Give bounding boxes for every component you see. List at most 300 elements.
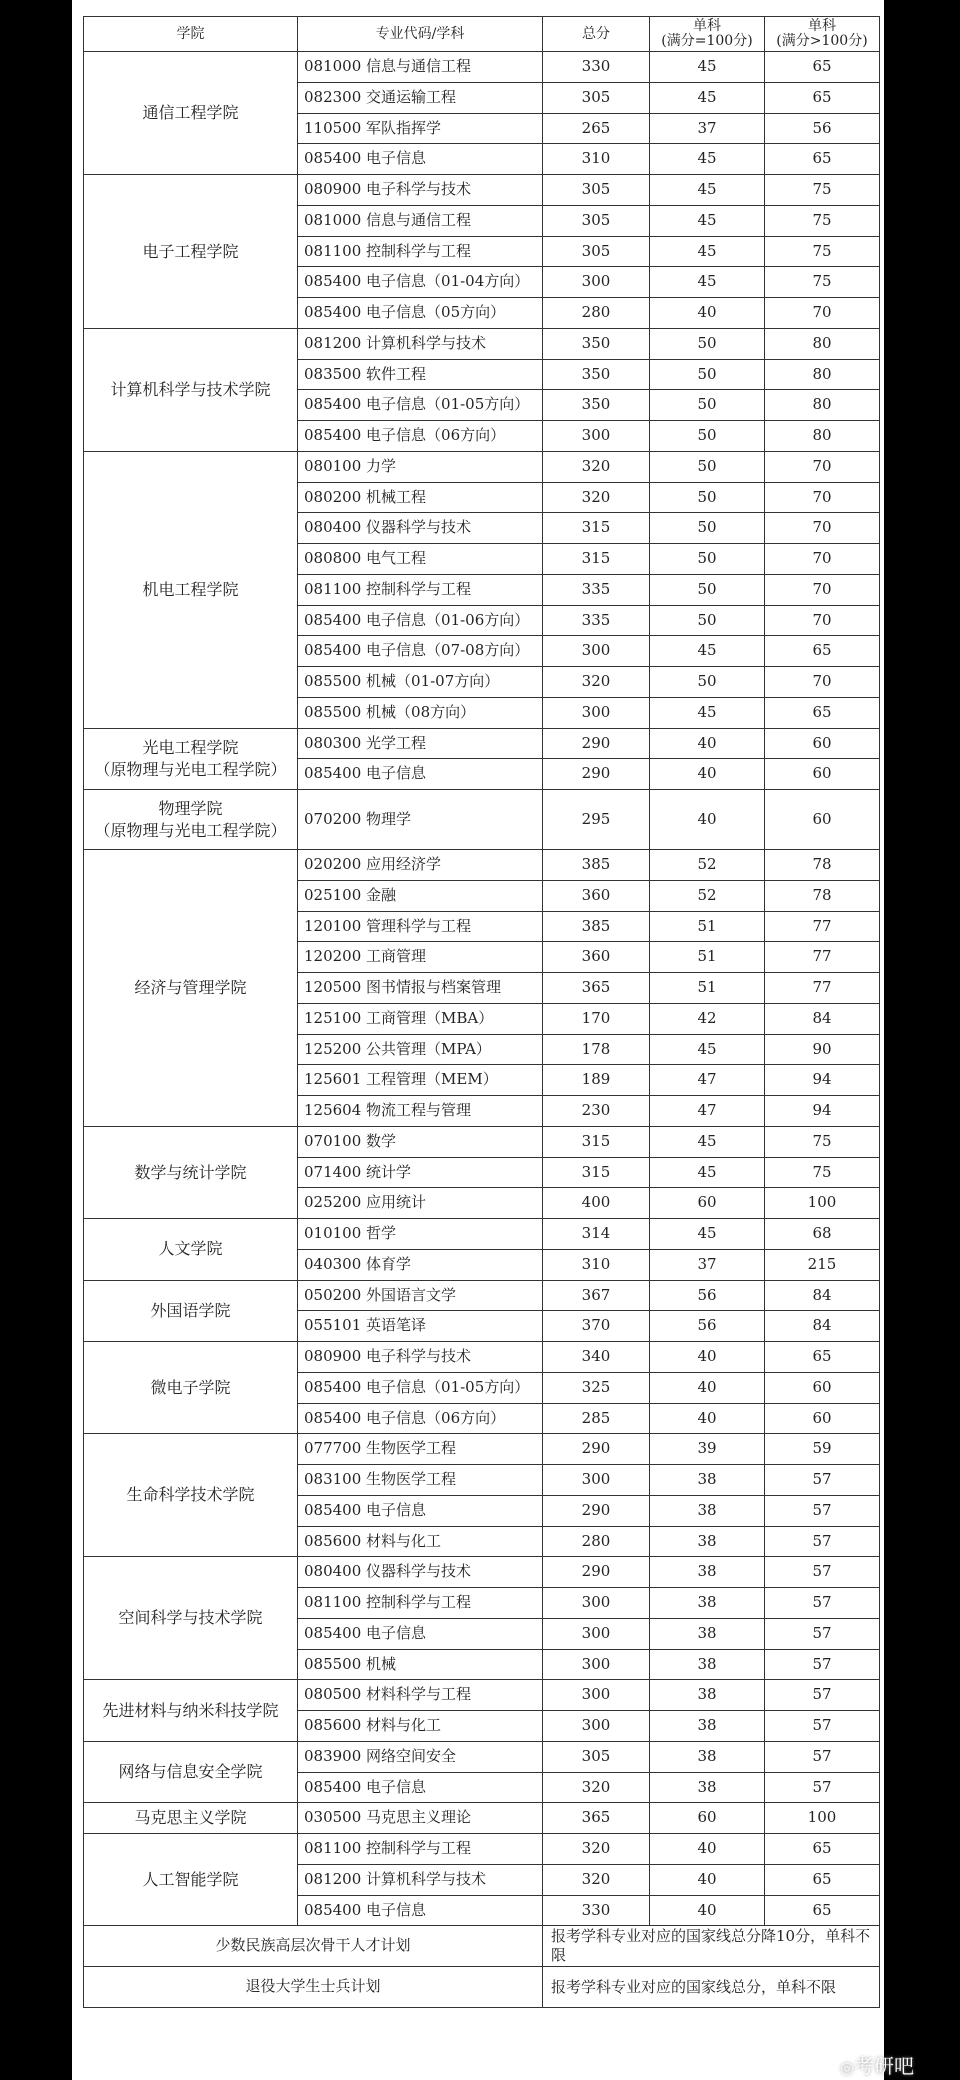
college-name: 先进材料与纳米科技学院 <box>102 1700 279 1720</box>
total-score-cell: 365 <box>543 1803 650 1834</box>
single-over-100-cell: 94 <box>765 1065 880 1096</box>
college-cell <box>84 1219 298 1281</box>
single-over-100-cell: 65 <box>765 1864 880 1895</box>
single-100-cell: 50 <box>650 667 765 698</box>
total-score-cell: 320 <box>543 1864 650 1895</box>
major-cell: 085600 材料与化工 <box>298 1711 543 1742</box>
total-score-cell: 385 <box>543 850 650 881</box>
table-row <box>84 1280 880 1311</box>
total-score-cell: 300 <box>543 1618 650 1649</box>
table-row <box>84 1741 880 1772</box>
single-over-100-cell: 56 <box>765 113 880 144</box>
total-score-cell: 300 <box>543 1465 650 1496</box>
total-score-cell: 285 <box>543 1403 650 1434</box>
single-100-cell: 38 <box>650 1680 765 1711</box>
major-cell: 071400 统计学 <box>298 1157 543 1188</box>
college-name: 计算机科学与技术学院 <box>110 379 271 399</box>
total-score-cell: 335 <box>543 605 650 636</box>
single-over-100-cell: 70 <box>765 605 880 636</box>
college-name: 通信工程学院 <box>142 103 239 123</box>
total-score-cell: 280 <box>543 1526 650 1557</box>
single-100-cell: 50 <box>650 328 765 359</box>
total-score-cell: 305 <box>543 236 650 267</box>
major-cell: 081100 控制科学与工程 <box>298 1588 543 1619</box>
total-score-cell: 300 <box>543 1649 650 1680</box>
single-100-cell: 45 <box>650 697 765 728</box>
major-cell: 083100 生物医学工程 <box>298 1465 543 1496</box>
single-100-cell: 38 <box>650 1741 765 1772</box>
single-100-cell: 38 <box>650 1526 765 1557</box>
table-row <box>84 1834 880 1865</box>
total-score-cell: 325 <box>543 1372 650 1403</box>
single-100-cell: 37 <box>650 1249 765 1280</box>
single-over-100-cell: 70 <box>765 482 880 513</box>
single-over-100-cell: 75 <box>765 1157 880 1188</box>
table-row <box>84 1557 880 1588</box>
single-100-cell: 45 <box>650 175 765 206</box>
single-100-cell: 50 <box>650 544 765 575</box>
header-single-100-sub: (满分=100分) <box>661 33 753 49</box>
single-100-cell: 56 <box>650 1280 765 1311</box>
major-cell: 081100 控制科学与工程 <box>298 236 543 267</box>
college-cell <box>84 1680 298 1742</box>
major-cell: 081000 信息与通信工程 <box>298 52 543 83</box>
major-cell: 085500 机械 <box>298 1649 543 1680</box>
college-name: 数学与统计学院 <box>134 1162 247 1182</box>
total-score-cell: 365 <box>543 973 650 1004</box>
major-cell: 040300 体育学 <box>298 1249 543 1280</box>
single-100-cell: 38 <box>650 1465 765 1496</box>
major-cell: 085500 机械（08方向） <box>298 697 543 728</box>
major-cell: 081100 控制科学与工程 <box>298 574 543 605</box>
single-100-cell: 40 <box>650 298 765 329</box>
college-name: 电子工程学院 <box>142 241 239 261</box>
single-100-cell: 50 <box>650 513 765 544</box>
single-over-100-cell: 80 <box>765 421 880 452</box>
major-cell: 080300 光学工程 <box>298 728 543 759</box>
single-100-cell: 45 <box>650 52 765 83</box>
single-over-100-cell: 75 <box>765 1126 880 1157</box>
single-100-cell: 50 <box>650 605 765 636</box>
single-100-cell: 37 <box>650 113 765 144</box>
single-100-cell: 50 <box>650 574 765 605</box>
single-over-100-cell: 70 <box>765 574 880 605</box>
single-over-100-cell: 57 <box>765 1649 880 1680</box>
total-score-cell: 350 <box>543 390 650 421</box>
major-cell: 070200 物理学 <box>298 790 543 850</box>
total-score-cell: 320 <box>543 1772 650 1803</box>
college-cell <box>84 728 298 790</box>
college-cell <box>84 1741 298 1803</box>
single-100-cell: 38 <box>650 1711 765 1742</box>
college-cell <box>84 1434 298 1557</box>
major-cell: 081200 计算机科学与技术 <box>298 1864 543 1895</box>
single-over-100-cell: 57 <box>765 1618 880 1649</box>
single-100-cell: 56 <box>650 1311 765 1342</box>
single-over-100-cell: 70 <box>765 544 880 575</box>
total-score-cell: 310 <box>543 1249 650 1280</box>
single-over-100-cell: 80 <box>765 359 880 390</box>
single-over-100-cell: 57 <box>765 1495 880 1526</box>
total-score-cell: 315 <box>543 1126 650 1157</box>
single-over-100-cell: 60 <box>765 790 880 850</box>
table-row <box>84 790 880 850</box>
plan-name: 少数民族高层次骨干人才计划 <box>84 1926 543 1967</box>
single-100-cell: 40 <box>650 1342 765 1373</box>
college-cell <box>84 1342 298 1434</box>
total-score-cell: 315 <box>543 513 650 544</box>
single-100-cell: 40 <box>650 1834 765 1865</box>
total-score-cell: 320 <box>543 1834 650 1865</box>
single-over-100-cell: 84 <box>765 1280 880 1311</box>
single-100-cell: 50 <box>650 451 765 482</box>
major-cell: 085400 电子信息（01-05方向） <box>298 1372 543 1403</box>
major-cell: 120200 工商管理 <box>298 942 543 973</box>
total-score-cell: 300 <box>543 697 650 728</box>
single-100-cell: 47 <box>650 1065 765 1096</box>
single-100-cell: 45 <box>650 636 765 667</box>
major-cell: 085400 电子信息 <box>298 1895 543 1926</box>
total-score-cell: 330 <box>543 1895 650 1926</box>
major-cell: 085400 电子信息 <box>298 144 543 175</box>
total-score-cell: 290 <box>543 728 650 759</box>
total-score-cell: 335 <box>543 574 650 605</box>
major-cell: 085400 电子信息（07-08方向） <box>298 636 543 667</box>
college-name: （原物理与光电工程学院） <box>94 820 287 840</box>
single-over-100-cell: 75 <box>765 175 880 206</box>
college-cell <box>84 850 298 1127</box>
single-over-100-cell: 65 <box>765 52 880 83</box>
single-over-100-cell: 57 <box>765 1680 880 1711</box>
major-cell: 080900 电子科学与技术 <box>298 175 543 206</box>
single-100-cell: 52 <box>650 880 765 911</box>
single-over-100-cell: 75 <box>765 267 880 298</box>
single-over-100-cell: 65 <box>765 1834 880 1865</box>
single-over-100-cell: 65 <box>765 1895 880 1926</box>
single-100-cell: 40 <box>650 1372 765 1403</box>
single-100-cell: 45 <box>650 82 765 113</box>
single-100-cell: 38 <box>650 1649 765 1680</box>
table-row <box>84 850 880 881</box>
header-single-over-100-sub: (满分>100分) <box>776 33 868 49</box>
table-row <box>84 728 880 759</box>
total-score-cell: 305 <box>543 175 650 206</box>
major-cell: 081100 控制科学与工程 <box>298 1834 543 1865</box>
single-100-cell: 45 <box>650 144 765 175</box>
major-cell: 070100 数学 <box>298 1126 543 1157</box>
single-100-cell: 51 <box>650 973 765 1004</box>
total-score-cell: 305 <box>543 82 650 113</box>
college-name: 马克思主义学院 <box>134 1808 247 1828</box>
total-score-cell: 178 <box>543 1034 650 1065</box>
college-cell <box>84 175 298 329</box>
table-row <box>84 328 880 359</box>
single-100-cell: 45 <box>650 267 765 298</box>
single-100-cell: 45 <box>650 1126 765 1157</box>
total-score-cell: 315 <box>543 544 650 575</box>
single-over-100-cell: 57 <box>765 1557 880 1588</box>
major-cell: 080500 材料科学与工程 <box>298 1680 543 1711</box>
total-score-cell: 367 <box>543 1280 650 1311</box>
single-over-100-cell: 70 <box>765 667 880 698</box>
single-100-cell: 42 <box>650 1003 765 1034</box>
total-score-cell: 300 <box>543 636 650 667</box>
single-100-cell: 45 <box>650 205 765 236</box>
single-over-100-cell: 84 <box>765 1003 880 1034</box>
major-cell: 081200 计算机科学与技术 <box>298 328 543 359</box>
table-row <box>84 1342 880 1373</box>
total-score-cell: 280 <box>543 298 650 329</box>
single-100-cell: 50 <box>650 482 765 513</box>
single-100-cell: 38 <box>650 1618 765 1649</box>
total-score-cell: 350 <box>543 359 650 390</box>
major-cell: 120500 图书情报与档案管理 <box>298 973 543 1004</box>
total-score-cell: 300 <box>543 1588 650 1619</box>
single-100-cell: 45 <box>650 236 765 267</box>
college-cell <box>84 451 298 728</box>
single-over-100-cell: 57 <box>765 1526 880 1557</box>
plan-note: 报考学科专业对应的国家线总分，单科不限 <box>543 1967 880 2008</box>
total-score-cell: 340 <box>543 1342 650 1373</box>
single-100-cell: 40 <box>650 1403 765 1434</box>
major-cell: 085400 电子信息（01-05方向） <box>298 390 543 421</box>
major-cell: 080800 电气工程 <box>298 544 543 575</box>
table-body <box>84 52 880 2008</box>
single-100-cell: 38 <box>650 1588 765 1619</box>
table-row <box>84 175 880 206</box>
major-cell: 085600 材料与化工 <box>298 1526 543 1557</box>
major-cell: 081000 信息与通信工程 <box>298 205 543 236</box>
single-100-cell: 38 <box>650 1772 765 1803</box>
plan-row <box>84 1967 880 2008</box>
single-over-100-cell: 100 <box>765 1803 880 1834</box>
single-100-cell: 40 <box>650 759 765 790</box>
watermark <box>840 2050 914 2079</box>
single-over-100-cell: 70 <box>765 298 880 329</box>
single-over-100-cell: 68 <box>765 1219 880 1250</box>
college-cell <box>84 1280 298 1342</box>
single-over-100-cell: 215 <box>765 1249 880 1280</box>
college-cell <box>84 1803 298 1834</box>
single-100-cell: 40 <box>650 728 765 759</box>
total-score-cell: 290 <box>543 759 650 790</box>
single-100-cell: 40 <box>650 790 765 850</box>
major-cell: 025200 应用统计 <box>298 1188 543 1219</box>
single-over-100-cell: 77 <box>765 911 880 942</box>
major-cell: 080400 仪器科学与技术 <box>298 513 543 544</box>
major-cell: 085500 机械（01-07方向） <box>298 667 543 698</box>
major-cell: 085400 电子信息（06方向） <box>298 1403 543 1434</box>
total-score-cell: 300 <box>543 421 650 452</box>
college-name: （原物理与光电工程学院） <box>94 759 287 779</box>
single-over-100-cell: 77 <box>765 942 880 973</box>
total-score-cell: 305 <box>543 205 650 236</box>
total-score-cell: 300 <box>543 1680 650 1711</box>
total-score-cell: 400 <box>543 1188 650 1219</box>
college-name: 光电工程学院 <box>142 738 239 758</box>
single-over-100-cell: 65 <box>765 697 880 728</box>
total-score-cell: 320 <box>543 451 650 482</box>
major-cell: 125100 工商管理（MBA） <box>298 1003 543 1034</box>
single-100-cell: 60 <box>650 1803 765 1834</box>
major-cell: 085400 电子信息 <box>298 759 543 790</box>
table-row <box>84 1126 880 1157</box>
header-total: 总分 <box>543 17 650 52</box>
major-cell: 082300 交通运输工程 <box>298 82 543 113</box>
total-score-cell: 300 <box>543 1711 650 1742</box>
total-score-cell: 320 <box>543 667 650 698</box>
single-100-cell: 45 <box>650 1219 765 1250</box>
total-score-cell: 170 <box>543 1003 650 1034</box>
single-100-cell: 45 <box>650 1034 765 1065</box>
total-score-cell: 320 <box>543 482 650 513</box>
single-100-cell: 51 <box>650 942 765 973</box>
single-over-100-cell: 80 <box>765 390 880 421</box>
single-over-100-cell: 70 <box>765 451 880 482</box>
total-score-cell: 360 <box>543 880 650 911</box>
major-cell: 125604 物流工程与管理 <box>298 1096 543 1127</box>
major-cell: 080900 电子科学与技术 <box>298 1342 543 1373</box>
college-name: 物理学院 <box>158 798 223 818</box>
total-score-cell: 350 <box>543 328 650 359</box>
major-cell: 050200 外国语言文学 <box>298 1280 543 1311</box>
single-100-cell: 39 <box>650 1434 765 1465</box>
watermark-logo-icon: ◎ <box>840 2058 854 2077</box>
single-over-100-cell: 65 <box>765 144 880 175</box>
single-over-100-cell: 65 <box>765 636 880 667</box>
single-over-100-cell: 59 <box>765 1434 880 1465</box>
single-over-100-cell: 57 <box>765 1465 880 1496</box>
single-over-100-cell: 94 <box>765 1096 880 1127</box>
single-100-cell: 40 <box>650 1864 765 1895</box>
major-cell: 085400 电子信息 <box>298 1618 543 1649</box>
single-100-cell: 51 <box>650 911 765 942</box>
college-name: 网络与信息安全学院 <box>118 1762 263 1782</box>
single-over-100-cell: 65 <box>765 82 880 113</box>
major-cell: 125200 公共管理（MPA） <box>298 1034 543 1065</box>
major-cell: 080100 力学 <box>298 451 543 482</box>
college-name: 机电工程学院 <box>142 579 239 599</box>
major-cell: 085400 电子信息（01-06方向） <box>298 605 543 636</box>
major-cell: 055101 英语笔译 <box>298 1311 543 1342</box>
single-over-100-cell: 80 <box>765 328 880 359</box>
total-score-cell: 385 <box>543 911 650 942</box>
single-100-cell: 60 <box>650 1188 765 1219</box>
college-name: 人工智能学院 <box>142 1869 239 1889</box>
table-row <box>84 1434 880 1465</box>
major-cell: 020200 应用经济学 <box>298 850 543 881</box>
major-cell: 125601 工程管理（MEM） <box>298 1065 543 1096</box>
single-100-cell: 38 <box>650 1557 765 1588</box>
total-score-cell: 290 <box>543 1434 650 1465</box>
total-score-cell: 230 <box>543 1096 650 1127</box>
table-row <box>84 1803 880 1834</box>
single-over-100-cell: 60 <box>765 759 880 790</box>
single-over-100-cell: 84 <box>765 1311 880 1342</box>
major-cell: 077700 生物医学工程 <box>298 1434 543 1465</box>
total-score-cell: 265 <box>543 113 650 144</box>
plan-row <box>84 1926 880 1967</box>
major-cell: 010100 哲学 <box>298 1219 543 1250</box>
table-row <box>84 1219 880 1250</box>
header-major: 专业代码/学科 <box>298 17 543 52</box>
college-cell <box>84 1834 298 1926</box>
plan-note: 报考学科专业对应的国家线总分降10分，单科不限 <box>543 1926 880 1967</box>
total-score-cell: 290 <box>543 1557 650 1588</box>
total-score-cell: 370 <box>543 1311 650 1342</box>
major-cell: 025100 金融 <box>298 880 543 911</box>
college-name: 人文学院 <box>158 1239 223 1259</box>
major-cell: 085400 电子信息 <box>298 1772 543 1803</box>
single-over-100-cell: 90 <box>765 1034 880 1065</box>
single-over-100-cell: 70 <box>765 513 880 544</box>
total-score-cell: 310 <box>543 144 650 175</box>
single-100-cell: 47 <box>650 1096 765 1127</box>
table-row <box>84 52 880 83</box>
major-cell: 085400 电子信息 <box>298 1495 543 1526</box>
total-score-cell: 315 <box>543 1157 650 1188</box>
college-cell <box>84 328 298 451</box>
major-cell: 085400 电子信息（06方向） <box>298 421 543 452</box>
college-name: 空间科学与技术学院 <box>118 1608 263 1628</box>
single-over-100-cell: 77 <box>765 973 880 1004</box>
major-cell: 120100 管理科学与工程 <box>298 911 543 942</box>
major-cell: 083900 网络空间安全 <box>298 1741 543 1772</box>
college-name: 生命科学技术学院 <box>126 1485 255 1505</box>
single-over-100-cell: 60 <box>765 728 880 759</box>
single-over-100-cell: 78 <box>765 850 880 881</box>
single-100-cell: 52 <box>650 850 765 881</box>
major-cell: 083500 软件工程 <box>298 359 543 390</box>
plan-name: 退役大学生士兵计划 <box>84 1967 543 2008</box>
header-single-over-100-label: 单科 <box>808 18 836 35</box>
college-name: 外国语学院 <box>150 1300 231 1320</box>
college-cell <box>84 1557 298 1680</box>
single-over-100-cell: 78 <box>765 880 880 911</box>
single-over-100-cell: 60 <box>765 1372 880 1403</box>
table-row <box>84 451 880 482</box>
admission-score-table <box>83 16 880 2008</box>
single-over-100-cell: 100 <box>765 1188 880 1219</box>
major-cell: 030500 马克思主义理论 <box>298 1803 543 1834</box>
header-single-over-100 <box>765 17 880 52</box>
college-name: 经济与管理学院 <box>134 978 247 998</box>
single-100-cell: 50 <box>650 390 765 421</box>
total-score-cell: 330 <box>543 52 650 83</box>
college-cell <box>84 790 298 850</box>
single-over-100-cell: 60 <box>765 1403 880 1434</box>
document-page <box>72 0 884 2080</box>
single-over-100-cell: 57 <box>765 1772 880 1803</box>
total-score-cell: 314 <box>543 1219 650 1250</box>
total-score-cell: 305 <box>543 1741 650 1772</box>
single-over-100-cell: 65 <box>765 1342 880 1373</box>
header-single-100-label: 单科 <box>693 18 721 35</box>
header-single-100 <box>650 17 765 52</box>
total-score-cell: 360 <box>543 942 650 973</box>
total-score-cell: 295 <box>543 790 650 850</box>
single-over-100-cell: 75 <box>765 205 880 236</box>
single-100-cell: 38 <box>650 1495 765 1526</box>
watermark-text: 考研吧 <box>853 2054 914 2078</box>
total-score-cell: 189 <box>543 1065 650 1096</box>
single-100-cell: 50 <box>650 421 765 452</box>
header-row <box>84 17 880 52</box>
major-cell: 085400 电子信息（01-04方向） <box>298 267 543 298</box>
single-over-100-cell: 75 <box>765 236 880 267</box>
college-cell <box>84 52 298 175</box>
single-over-100-cell: 57 <box>765 1741 880 1772</box>
